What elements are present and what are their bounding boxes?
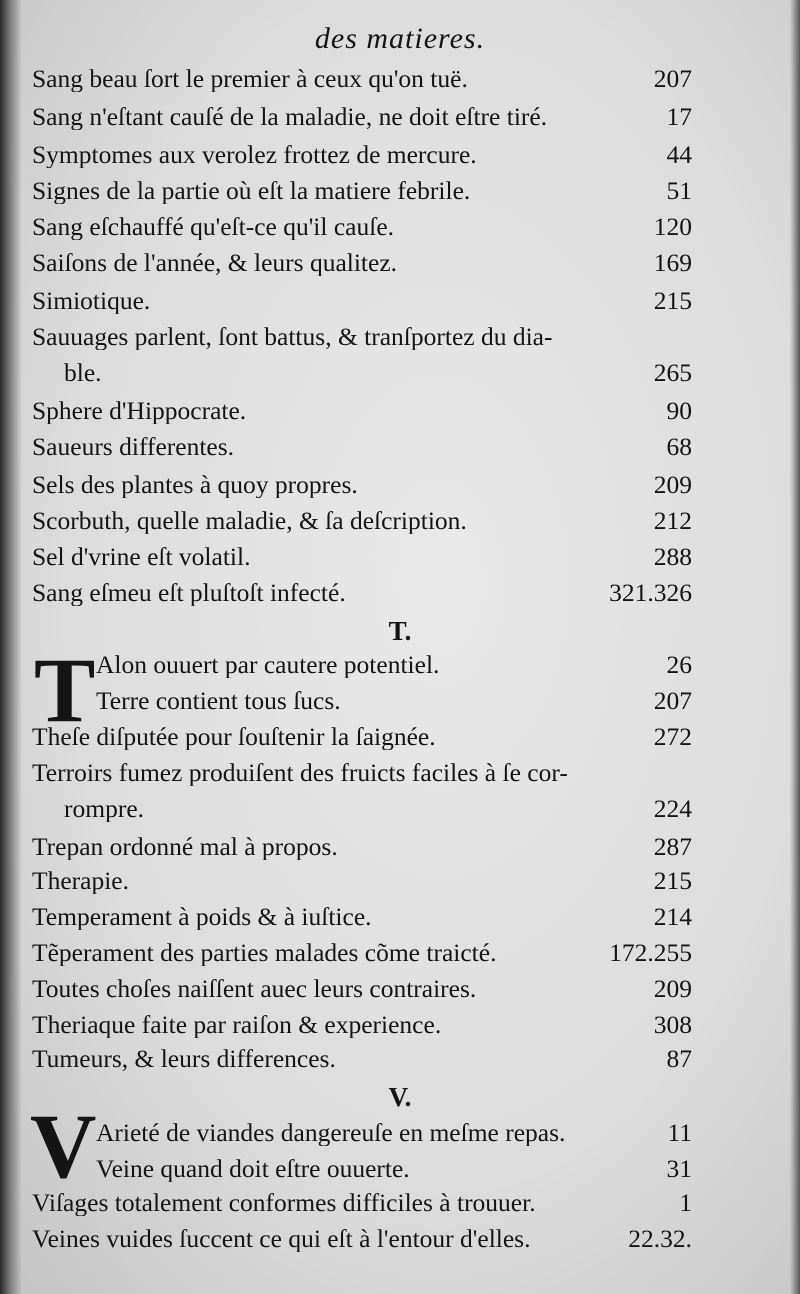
index-entry xyxy=(96,1120,692,1146)
entry-page: 214 xyxy=(653,902,692,931)
index-entry xyxy=(32,544,692,570)
entry-text: Arieté de viandes dangereuſe en meſme repas. xyxy=(96,1120,566,1146)
index-entry xyxy=(96,652,692,678)
index-entry xyxy=(32,66,692,92)
entry-text: Sphere d'Hippocrate. xyxy=(32,398,247,424)
entry-page: 212 xyxy=(653,506,692,535)
entry-page: 321.326 xyxy=(609,578,692,607)
entry-page: 207 xyxy=(653,686,692,715)
index-entry xyxy=(32,398,692,424)
index-entry-continuation xyxy=(64,796,692,822)
entry-text: Scorbuth, quelle maladie, & ſa deſcription. xyxy=(32,508,467,534)
entry-page: 22.32. xyxy=(628,1224,692,1253)
entry-text: Signes de la partie où eſt la matiere febrile. xyxy=(32,178,471,204)
entry-text: Sang eſmeu eſt pluſtoſt infecté. xyxy=(32,580,346,606)
index-entry xyxy=(32,288,692,314)
index-entry xyxy=(32,1012,692,1038)
entry-text: Sang n'eſtant cauſé de la maladie, ne doit eſtre tiré. xyxy=(32,104,548,130)
dropcap-v: V xyxy=(30,1095,97,1197)
index-entry xyxy=(32,104,692,130)
entry-page: 272 xyxy=(653,722,692,751)
entry-text: Veine quand doit eſtre ouuerte. xyxy=(96,1156,410,1182)
entry-text: Terroirs fumez produiſent des fruicts faciles à ſe cor- xyxy=(32,760,568,786)
entry-text: ble. xyxy=(64,360,102,386)
section-letter-v: V. xyxy=(388,1082,412,1112)
index-entry xyxy=(32,434,692,460)
running-head: des matieres. xyxy=(314,22,486,55)
entry-page: 44 xyxy=(666,140,692,169)
entry-text: Saiſons de l'année, & leurs qualitez. xyxy=(32,250,398,276)
entry-text: Therapie. xyxy=(32,868,129,894)
entry-page: 17 xyxy=(666,102,692,131)
index-entry xyxy=(32,724,692,750)
index-entry xyxy=(32,508,692,534)
index-entry xyxy=(32,142,692,168)
index-entry xyxy=(32,1190,692,1216)
entry-page: 11 xyxy=(667,1118,692,1147)
entry-text: Theſe diſputée pour ſouſtenir la ſaignée. xyxy=(32,724,436,750)
index-entry xyxy=(32,976,692,1002)
index-entry xyxy=(32,324,692,350)
entry-text: Saueurs differentes. xyxy=(32,434,235,460)
entry-page: 287 xyxy=(653,832,692,861)
entry-page: 90 xyxy=(666,396,692,425)
index-entry xyxy=(32,834,692,860)
entry-page: 31 xyxy=(666,1154,692,1183)
index-entry xyxy=(32,868,692,894)
entry-page: 87 xyxy=(666,1044,692,1073)
index-entry xyxy=(32,580,692,606)
entry-page: 26 xyxy=(666,650,692,679)
entry-page: 1 xyxy=(679,1188,692,1217)
index-entry xyxy=(32,760,692,786)
entry-text: Symptomes aux verolez frottez de mercure. xyxy=(32,142,477,168)
entry-text: rompre. xyxy=(64,796,145,822)
index-entry xyxy=(32,940,692,966)
index-entry xyxy=(32,178,692,204)
index-entry xyxy=(32,472,692,498)
entry-page: 224 xyxy=(653,794,692,823)
entry-page: 51 xyxy=(666,176,692,205)
entry-page: 209 xyxy=(653,470,692,499)
entry-text: Sang eſchauffé qu'eſt-ce qu'il cauſe. xyxy=(32,214,395,240)
entry-text: Toutes choſes naiſſent auec leurs contraires. xyxy=(32,976,477,1002)
entry-page: 215 xyxy=(653,866,692,895)
entry-page: 120 xyxy=(653,212,692,241)
entry-text: Sang beau ſort le premier à ceux qu'on tuë. xyxy=(32,66,468,92)
entry-text: Sel d'vrine eſt volatil. xyxy=(32,544,251,570)
entry-text: Sauuages parlent, ſont battus, & tranſportez du dia- xyxy=(32,324,553,350)
entry-text: Alon ouuert par cautere potentiel. xyxy=(96,652,440,678)
index-entry xyxy=(32,214,692,240)
entry-page: 172.255 xyxy=(609,938,692,967)
index-entry xyxy=(32,250,692,276)
entry-text: Veines vuides ſuccent ce qui eſt à l'entour d'elles. xyxy=(32,1226,531,1252)
entry-page: 169 xyxy=(653,248,692,277)
entry-text: Sels des plantes à quoy propres. xyxy=(32,472,358,498)
entry-text: Temperament à poids & à iuſtice. xyxy=(32,904,372,930)
entry-text: Terre contient tous ſucs. xyxy=(96,688,341,714)
entry-page: 207 xyxy=(653,64,692,93)
entry-text: Theriaque faite par raiſon & experience. xyxy=(32,1012,442,1038)
entry-page: 288 xyxy=(653,542,692,571)
entry-text: Tẽperament des parties malades cõme traicté. xyxy=(32,940,497,966)
dropcap-t: T xyxy=(34,639,96,741)
entry-text: Trepan ordonné mal à propos. xyxy=(32,834,338,860)
section-letter-t: T. xyxy=(388,616,412,646)
index-entry xyxy=(32,1226,692,1252)
entry-page: 209 xyxy=(653,974,692,1003)
entry-text: Tumeurs, & leurs differences. xyxy=(32,1046,336,1072)
entry-text: Viſages totalement conformes difficiles à trouuer. xyxy=(32,1190,536,1216)
index-entry xyxy=(32,1046,692,1072)
index-entry xyxy=(32,904,692,930)
entry-text: Simiotique. xyxy=(32,288,151,314)
index-entry xyxy=(96,1156,692,1182)
entry-page: 68 xyxy=(666,432,692,461)
entry-page: 265 xyxy=(653,358,692,387)
index-entry xyxy=(96,688,692,714)
entry-page: 308 xyxy=(653,1010,692,1039)
entry-page: 215 xyxy=(653,286,692,315)
index-entry-continuation xyxy=(64,360,692,386)
